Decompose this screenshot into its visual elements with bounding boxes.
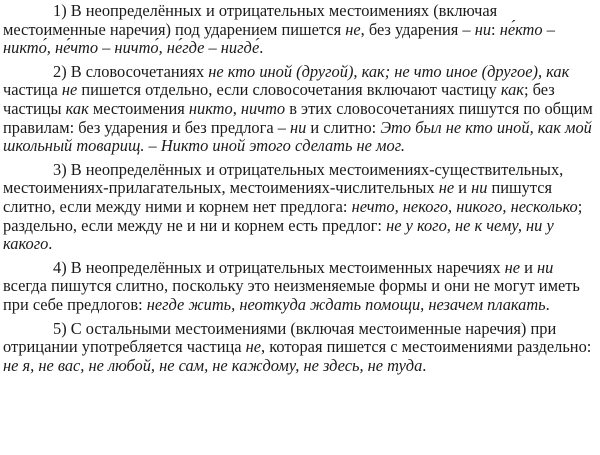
rule-text: всегда пишутся слитно, поскольку это неизменяемые формы и они не могут иметь при себе предлогов: — [3, 276, 580, 314]
rule-example: не — [61, 80, 78, 100]
rule-example: не у кого, не к чему, ни у какого — [3, 215, 554, 254]
rule-example: нечто, некого, никого, несколько — [351, 196, 578, 216]
rule-example: ни — [537, 257, 554, 277]
rule-example: не кто иной (другой), как; не что иное (другое), как — [208, 61, 570, 81]
rule-text: ; раздельно, если между не и ни и корнем есть предлог: — [3, 196, 583, 235]
rule-example: Это был не кто иной, как мой школьный товарищ. – Никто иной этого сделать не мог. — [3, 117, 592, 156]
rule-text: 5) С остальными местоимениями (включая местоименные наречия) при отрицании употребляется частица — [3, 318, 557, 357]
rule-text: и слитно: — [306, 117, 381, 137]
rule-paragraph-4 — [3, 259, 597, 315]
rule-paragraph-3 — [3, 161, 597, 254]
rule-example: ни — [474, 19, 492, 39]
rule-text: . — [545, 294, 550, 314]
rule-example: ни — [290, 117, 307, 137]
rule-example: ни — [471, 178, 488, 198]
rule-example: не я, не вас, не любой, не сам, не каждому, не здесь, не туда — [3, 355, 423, 375]
rule-example: не — [345, 19, 361, 39]
rule-text: . — [422, 355, 427, 375]
rule-text: и — [454, 178, 472, 198]
rule-text: 3) В неопределённых и отрицательных местоимениях-существительных, местоимениях-прилагательных, местоимениях-числительных — [3, 159, 564, 198]
rule-paragraph-5 — [3, 320, 597, 376]
rule-text: , без ударения – — [360, 19, 475, 39]
rule-text: пишется отдельно, если словосочетания включают частицу — [77, 80, 501, 100]
rule-text: местоимения — [88, 98, 189, 118]
rule-text: пишутся слитно, если между ними и корнем нет предлога: — [3, 178, 553, 216]
rule-text: . — [48, 234, 53, 254]
rule-text: и — [520, 257, 538, 277]
rule-text: 1) В неопределённых и отрицательных местоимениях (включая местоименные наречия) под ударением пишется — [3, 1, 498, 39]
rule-text: 4) В неопределённых и отрицательных местоименных наречиях — [53, 257, 505, 277]
rule-text: частица — [3, 80, 62, 100]
rule-example: как — [65, 98, 89, 118]
rule-text: ; без частицы — [3, 80, 555, 118]
rule-paragraph-1 — [3, 2, 597, 58]
rule-example: не — [504, 257, 521, 277]
rule-text: : — [491, 19, 500, 39]
rule-example: как — [500, 80, 524, 100]
rule-paragraph-2 — [3, 63, 597, 156]
rule-example: негде жить, неоткуда ждать помощи, незачем плакать — [146, 294, 546, 314]
rule-example: не — [245, 337, 262, 357]
rule-example: ничто — [240, 98, 286, 118]
document-page — [3, 2, 597, 380]
rule-example: никто — [188, 98, 233, 118]
rule-example: не — [438, 178, 455, 198]
rule-text: , которая пишется с местоимениями раздельно: — [261, 337, 592, 357]
rule-text: , — [232, 98, 241, 118]
rule-example: не́кто – никто́, не́что – ничто́, не́где – нигде́ — [3, 19, 555, 58]
rule-text: в этих словосочетаниях пишутся по общим правилам: без ударения и без предлога – — [3, 98, 593, 137]
rule-text: 2) В словосочетаниях — [53, 61, 209, 81]
rule-text: . — [259, 38, 264, 58]
